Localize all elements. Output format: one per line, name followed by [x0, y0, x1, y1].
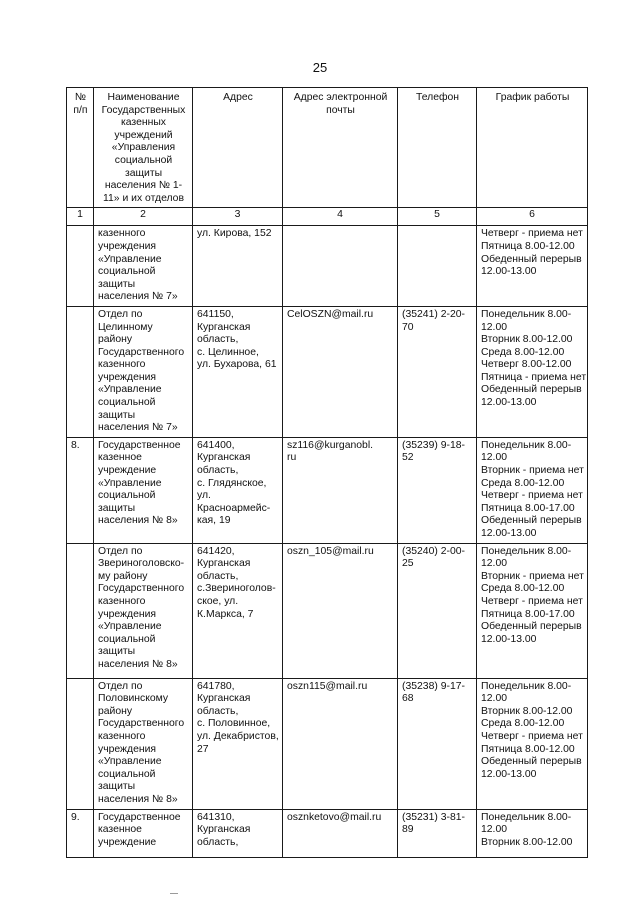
- cell-line-schedule: 12.00-13.00: [481, 528, 537, 539]
- cell-phone: [398, 226, 477, 307]
- cell-address: [193, 678, 283, 809]
- cell-line-schedule: Понедельник 8.00-: [481, 545, 572, 557]
- cell-phone: [398, 306, 477, 437]
- header-line: 11» и их отделов: [103, 192, 184, 204]
- cell-line-email: ru: [287, 452, 297, 464]
- cell-line-schedule: 12.00: [481, 558, 508, 570]
- cell-phone: [398, 809, 477, 857]
- cell-line-name: социальной: [98, 266, 156, 278]
- cell-line-address: ское, ул.: [197, 595, 239, 607]
- cell-phone: [398, 678, 477, 809]
- cell-line-name: му району: [98, 570, 148, 582]
- header-line: защиты: [124, 167, 163, 179]
- cell-email: [283, 306, 398, 437]
- cell-line-name: Целинному: [98, 321, 153, 333]
- column-index-cell: 3: [193, 208, 283, 226]
- cell-line-schedule: Пятница 8.00-12.00: [481, 240, 575, 252]
- cell-line-address: ул. Декабристов,: [197, 730, 279, 742]
- cell-line-name: учреждение: [98, 836, 157, 848]
- cell-line-address: кая, 19: [197, 515, 231, 527]
- cell-line-email: oszn_105@mail.ru: [287, 545, 374, 557]
- cell-line-name: району: [98, 705, 133, 717]
- cell-line-schedule: 12.00-13.00: [481, 768, 537, 780]
- cell-line-schedule: 12.00: [481, 693, 508, 705]
- cell-line-name: населения № 7»: [98, 291, 178, 303]
- cell-line-address: ул. Кирова, 152: [197, 228, 272, 240]
- scan-mark: [170, 893, 178, 894]
- header-cell-address: [193, 88, 283, 208]
- header-line: График работы: [495, 92, 570, 103]
- cell-email: [283, 543, 398, 678]
- cell-line-schedule: Обеденный перерыв: [481, 253, 582, 265]
- cell-line-name: Отдел по: [98, 545, 143, 557]
- cell-line-schedule: Вторник 8.00-12.00: [481, 836, 573, 848]
- header-cell-email: [283, 88, 398, 208]
- column-index-cell: 2: [94, 208, 193, 226]
- header-line: Телефон: [415, 92, 460, 103]
- cell-line-schedule: 12.00-13.00: [481, 397, 537, 409]
- cell-num: [67, 809, 94, 857]
- cell-line-name: защиты: [98, 502, 136, 514]
- header-line: Наименование: [107, 92, 180, 103]
- cell-line-name: Половинскому: [98, 693, 169, 705]
- cell-line-name: социальной: [98, 768, 156, 780]
- cell-address: [193, 543, 283, 678]
- cell-line-address: область,: [197, 334, 239, 346]
- cell-line-name: социальной: [98, 397, 156, 409]
- cell-line-schedule: Понедельник 8.00-: [481, 680, 572, 692]
- cell-line-address: ул. Бухарова, 61: [197, 359, 277, 371]
- cell-line-name: социальной: [98, 633, 156, 645]
- column-index-cell: 1: [67, 208, 94, 226]
- cell-line-name: учреждения: [98, 743, 157, 755]
- cell-num: [67, 226, 94, 307]
- cell-line-name: защиты: [98, 646, 136, 658]
- cell-line-num: 9.: [71, 811, 80, 823]
- cell-email: [283, 678, 398, 809]
- cell-line-address: с. Половинное,: [197, 718, 271, 730]
- header-line: населения № 1-: [104, 180, 183, 192]
- column-index-row: [67, 208, 588, 226]
- cell-line-schedule: Среда 8.00-12.00: [481, 477, 565, 489]
- cell-phone: [398, 543, 477, 678]
- cell-line-name: «Управление: [98, 756, 162, 768]
- header-line: Адрес электронной: [293, 92, 388, 103]
- cell-line-address: Курганская: [197, 558, 251, 570]
- cell-line-name: «Управление: [98, 477, 162, 489]
- cell-line-address: область,: [197, 465, 239, 477]
- cell-line-name: населения № 7»: [98, 422, 178, 434]
- cell-name: [94, 226, 193, 307]
- cell-line-schedule: Вторник 8.00-12.00: [481, 705, 573, 717]
- cell-line-name: учреждения: [98, 371, 157, 383]
- cell-line-name: Отдел по: [98, 308, 143, 320]
- cell-line-name: защиты: [98, 409, 136, 421]
- header-line: «Управления: [111, 142, 176, 154]
- cell-line-name: казенного: [98, 595, 146, 607]
- cell-address: [193, 809, 283, 857]
- cell-line-name: защиты: [98, 781, 136, 793]
- cell-schedule: [477, 226, 588, 307]
- table-row: [67, 543, 588, 678]
- cell-line-address: ул.: [197, 490, 211, 502]
- cell-name: [94, 678, 193, 809]
- cell-line-name: населения № 8»: [98, 793, 178, 805]
- cell-line-schedule: Понедельник 8.00-: [481, 308, 572, 320]
- cell-line-address: 641310,: [197, 811, 235, 823]
- cell-line-name: Государственное: [98, 811, 181, 823]
- cell-line-address: Красноармейс-: [197, 502, 271, 514]
- cell-line-schedule: Среда 8.00-12.00: [481, 718, 565, 730]
- cell-line-name: Государственное: [98, 439, 181, 451]
- cell-num: [67, 543, 94, 678]
- header-line: Государственных: [101, 104, 186, 116]
- cell-phone: [398, 437, 477, 543]
- cell-line-address: Курганская: [197, 452, 251, 464]
- table-body: [67, 226, 588, 857]
- cell-line-name: учреждения: [98, 608, 157, 620]
- cell-num: [67, 306, 94, 437]
- cell-line-name: учреждения: [98, 240, 157, 252]
- cell-line-address: область,: [197, 836, 239, 848]
- cell-line-name: Звериноголовско-: [98, 558, 185, 570]
- cell-line-name: Государственного: [98, 718, 185, 730]
- institutions-table: [66, 87, 588, 858]
- cell-line-phone: 70: [402, 321, 414, 333]
- cell-line-schedule: Вторник - приема нет: [481, 465, 584, 477]
- cell-address: [193, 306, 283, 437]
- cell-line-name: «Управление: [98, 253, 162, 265]
- cell-name: [94, 306, 193, 437]
- cell-line-schedule: Понедельник 8.00-: [481, 439, 572, 451]
- header-line: казенных: [120, 117, 166, 129]
- cell-line-name: казенного: [98, 359, 146, 371]
- cell-line-email: sz116@kurganobl.: [287, 439, 374, 451]
- cell-line-address: 641780,: [197, 680, 235, 692]
- cell-line-address: Курганская: [197, 321, 251, 333]
- cell-line-name: населения № 8»: [98, 515, 178, 527]
- cell-line-address: Курганская: [197, 693, 251, 705]
- header-cell-num: [67, 88, 94, 208]
- cell-line-schedule: 12.00-13.00: [481, 266, 537, 278]
- cell-line-name: социальной: [98, 490, 156, 502]
- column-index-cell: 6: [477, 208, 588, 226]
- cell-line-name: учреждение: [98, 465, 157, 477]
- cell-line-phone: 89: [402, 824, 414, 836]
- cell-line-phone: 25: [402, 558, 414, 570]
- cell-line-name: Государственного: [98, 346, 185, 358]
- column-index-cell: 5: [398, 208, 477, 226]
- cell-line-name: «Управление: [98, 621, 162, 633]
- cell-schedule: [477, 437, 588, 543]
- header-line: социальной: [114, 154, 173, 166]
- cell-line-email: oszn115@mail.ru: [287, 680, 368, 692]
- cell-email: [283, 226, 398, 307]
- header-line: учреждений: [114, 129, 173, 141]
- column-index-cell: 4: [283, 208, 398, 226]
- cell-address: [193, 226, 283, 307]
- cell-line-schedule: Четверг - приема нет: [481, 228, 583, 240]
- table-row: [67, 809, 588, 857]
- cell-line-phone: 52: [402, 452, 414, 464]
- header-line: п/п: [73, 104, 88, 116]
- cell-line-name: Отдел по: [98, 680, 143, 692]
- cell-line-name: «Управление: [98, 384, 162, 396]
- cell-line-schedule: Обеденный перерыв: [481, 515, 582, 527]
- cell-address: [193, 437, 283, 543]
- cell-line-phone: (35239) 9-18-: [402, 439, 465, 451]
- page-number: 25: [312, 60, 328, 75]
- cell-line-name: Государственного: [98, 583, 185, 595]
- cell-line-schedule: Среда 8.00-12.00: [481, 583, 565, 595]
- cell-line-name: району: [98, 334, 133, 346]
- cell-num: [67, 437, 94, 543]
- cell-line-email: CelOSZN@mail.ru: [287, 308, 374, 320]
- cell-line-schedule: Обеденный перерыв: [481, 384, 582, 396]
- cell-line-address: Курганская: [197, 824, 251, 836]
- cell-name: [94, 543, 193, 678]
- cell-line-name: казенного: [98, 730, 146, 742]
- cell-line-address: с. Целинное,: [197, 346, 259, 358]
- cell-line-address: 27: [197, 743, 209, 755]
- cell-line-schedule: 12.00: [481, 824, 508, 836]
- cell-line-phone: (35231) 3-81-: [402, 811, 465, 823]
- cell-line-schedule: Пятница 8.00-17.00: [481, 502, 575, 514]
- cell-line-name: казенное: [98, 452, 142, 464]
- cell-schedule: [477, 809, 588, 857]
- cell-line-address: область,: [197, 570, 239, 582]
- cell-line-schedule: Пятница 8.00-12.00: [481, 743, 575, 755]
- header-cell-phone: [398, 88, 477, 208]
- cell-email: [283, 437, 398, 543]
- cell-schedule: [477, 543, 588, 678]
- cell-line-address: 641150,: [197, 308, 234, 320]
- cell-line-schedule: Четверг 8.00-12.00: [481, 359, 572, 371]
- cell-email: [283, 809, 398, 857]
- cell-line-phone: (35241) 2-20-: [402, 308, 465, 320]
- cell-schedule: [477, 678, 588, 809]
- header-cell-name: [94, 88, 193, 208]
- cell-line-name: казенного: [98, 228, 146, 240]
- cell-line-phone: 68: [402, 693, 414, 705]
- cell-line-phone: (35238) 9-17-: [402, 680, 465, 692]
- cell-num: [67, 678, 94, 809]
- cell-line-schedule: Пятница - приема нет: [481, 371, 587, 383]
- cell-line-address: с. Глядянское,: [197, 477, 267, 489]
- cell-line-schedule: 12.00: [481, 452, 508, 464]
- cell-line-schedule: Пятница 8.00-17.00: [481, 608, 575, 620]
- cell-line-schedule: Четверг - приема нет: [481, 490, 583, 502]
- cell-line-schedule: Вторник - приема нет: [481, 570, 584, 582]
- cell-line-phone: (35240) 2-00-: [402, 545, 465, 557]
- header-cell-schedule: [477, 88, 588, 208]
- cell-line-name: защиты: [98, 278, 136, 290]
- header-line: почты: [326, 104, 355, 116]
- table-row: [67, 226, 588, 307]
- cell-line-schedule: 12.00: [481, 321, 508, 333]
- cell-name: [94, 437, 193, 543]
- cell-line-schedule: Четверг - приема нет: [481, 730, 583, 742]
- cell-line-address: 641420,: [197, 545, 235, 557]
- cell-name: [94, 809, 193, 857]
- cell-line-schedule: Понедельник 8.00-: [481, 811, 572, 823]
- header-line: №: [74, 92, 87, 103]
- table-header-row: [67, 88, 588, 208]
- cell-line-address: область,: [197, 705, 239, 717]
- cell-line-schedule: Четверг - приема нет: [481, 595, 583, 607]
- cell-line-schedule: Обеденный перерыв: [481, 756, 582, 768]
- table-row: [67, 437, 588, 543]
- cell-line-address: с.Звериноголов-: [197, 583, 276, 595]
- cell-line-num: 8.: [71, 439, 80, 451]
- cell-line-name: населения № 8»: [98, 658, 178, 670]
- header-line: Адрес: [223, 92, 253, 103]
- cell-line-address: 641400,: [197, 439, 235, 451]
- cell-line-name: казенное: [98, 824, 142, 836]
- cell-line-address: К.Маркса, 7: [197, 608, 254, 620]
- cell-schedule: [477, 306, 588, 437]
- table-row: [67, 678, 588, 809]
- cell-line-schedule: 12.00-13.00: [481, 633, 537, 645]
- table-row: [67, 306, 588, 437]
- cell-line-email: osznketovo@mail.ru: [287, 811, 382, 823]
- cell-line-schedule: Вторник 8.00-12.00: [481, 334, 573, 346]
- cell-line-schedule: Обеденный перерыв: [481, 621, 582, 633]
- cell-line-schedule: Среда 8.00-12.00: [481, 346, 565, 358]
